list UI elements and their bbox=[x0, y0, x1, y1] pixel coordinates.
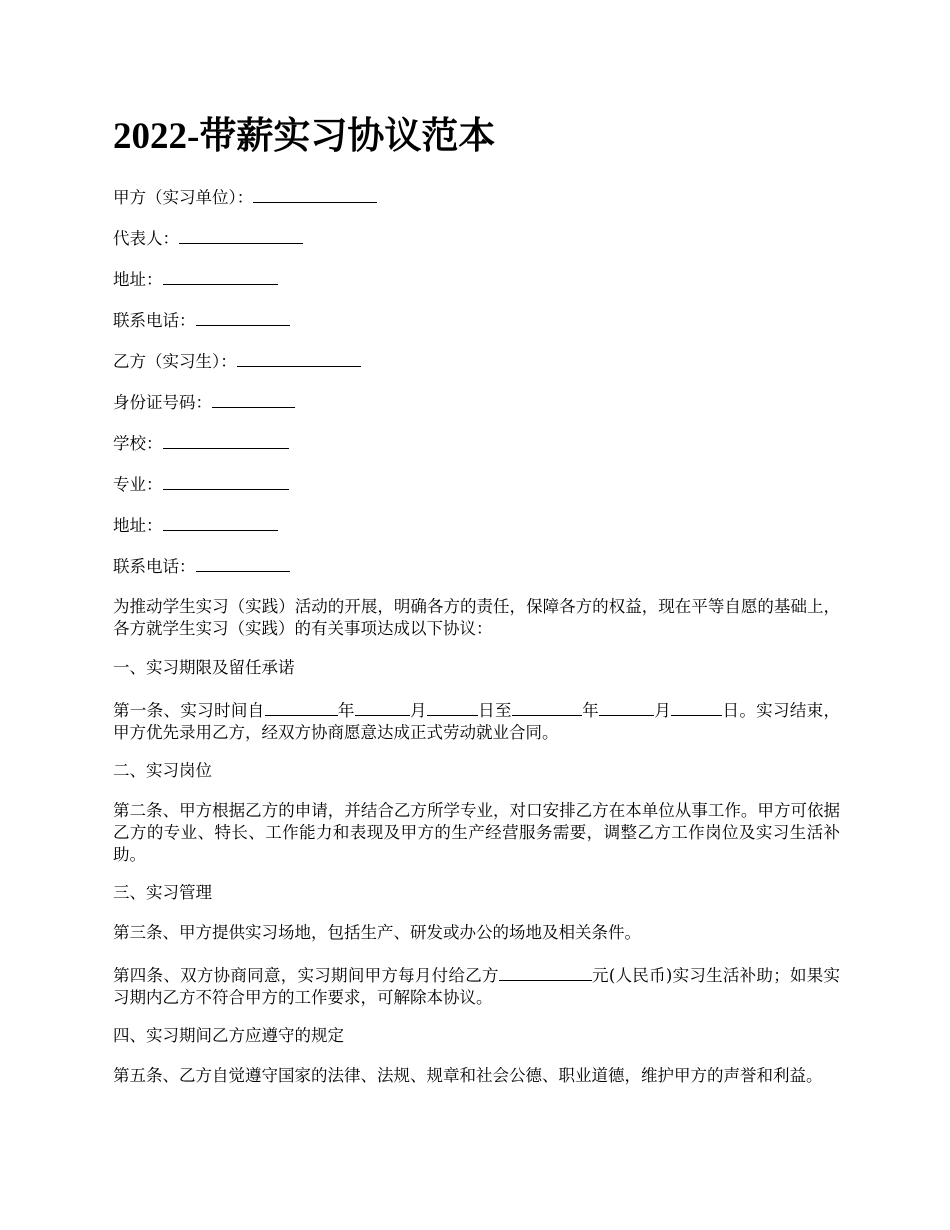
article2-paragraph: 第二条、甲方根据乙方的申请，并结合乙方所学专业，对口安排乙方在本单位从事工作。甲方可依据乙方的专业、特长、工作能力和表现及甲方的生产经营服务需要，调整乙方工作岗位及实习生活补助。 bbox=[113, 801, 840, 864]
article1-paragraph bbox=[113, 698, 840, 744]
id-number-line bbox=[113, 390, 295, 414]
school-label: 学校： bbox=[113, 434, 163, 453]
intro-paragraph: 为推动学生实习（实践）活动的开展，明确各方的责任，保障各方的权益，现在平等自愿的基础上，各方就学生实习（实践）的有关事项达成以下协议： bbox=[113, 597, 840, 638]
id-number-label: 身份证号码： bbox=[113, 393, 212, 412]
party-a-line bbox=[113, 185, 377, 209]
end-year-blank[interactable] bbox=[512, 698, 582, 716]
party-a-address-line bbox=[113, 267, 278, 291]
year-label: 年 bbox=[581, 701, 600, 720]
end-month-blank[interactable] bbox=[599, 698, 654, 716]
party-b-phone-blank[interactable] bbox=[196, 554, 290, 572]
school-line bbox=[113, 431, 289, 455]
month-label: 月 bbox=[409, 701, 427, 720]
allowance-amount-blank[interactable] bbox=[499, 963, 592, 981]
party-b-phone-line bbox=[113, 554, 290, 578]
major-blank[interactable] bbox=[163, 472, 289, 490]
party-b-address-blank[interactable] bbox=[163, 513, 278, 531]
year-label: 年 bbox=[337, 701, 355, 720]
end-day-blank[interactable] bbox=[671, 698, 722, 716]
article1-prefix: 第一条、实习时间自 bbox=[113, 701, 265, 720]
party-a-address-blank[interactable] bbox=[163, 267, 278, 285]
id-number-blank[interactable] bbox=[212, 390, 295, 408]
school-blank[interactable] bbox=[163, 431, 289, 449]
major-line bbox=[113, 472, 289, 496]
party-a-blank[interactable] bbox=[253, 185, 377, 203]
representative-label: 代表人： bbox=[113, 229, 179, 248]
article1-rest: 日。实习结束，甲方优先录用乙方，经双方协商愿意达成正式劳动就业合同。 bbox=[113, 701, 841, 742]
party-b-address-label: 地址： bbox=[113, 516, 163, 535]
party-a-phone-line bbox=[113, 308, 290, 332]
start-year-blank[interactable] bbox=[265, 698, 338, 716]
party-b-phone-label: 联系电话： bbox=[113, 557, 196, 576]
document-title: 2022-带薪实习协议范本 bbox=[113, 116, 496, 157]
representative-line bbox=[113, 226, 303, 250]
party-a-label: 甲方（实习单位）： bbox=[113, 188, 254, 207]
major-label: 专业： bbox=[113, 475, 163, 494]
article4-prefix: 第四条、双方协商同意，实习期间甲方每月付给乙方 bbox=[113, 966, 499, 985]
party-a-phone-label: 联系电话： bbox=[113, 311, 196, 330]
party-b-label: 乙方（实习生）： bbox=[113, 352, 237, 371]
day-to-label: 日至 bbox=[477, 701, 512, 720]
article4-rest: 元(人民币)实习生活补助；如果实习期内乙方不符合甲方的工作要求，可解除本协议。 bbox=[113, 966, 841, 1007]
section3-heading: 三、实习管理 bbox=[113, 883, 212, 902]
section2-heading: 二、实习岗位 bbox=[113, 761, 212, 780]
section4-heading: 四、实习期间乙方应遵守的规定 bbox=[113, 1026, 344, 1045]
article4-paragraph bbox=[113, 963, 840, 1009]
article3-paragraph: 第三条、甲方提供实习场地，包括生产、研发或办公的场地及相关条件。 bbox=[113, 923, 641, 942]
party-b-line bbox=[113, 349, 361, 373]
party-a-phone-blank[interactable] bbox=[196, 308, 290, 326]
start-day-blank[interactable] bbox=[427, 698, 478, 716]
month-label: 月 bbox=[654, 701, 672, 720]
article5-paragraph: 第五条、乙方自觉遵守国家的法律、法规、规章和社会公德、职业道德，维护甲方的声誉和利益。 bbox=[113, 1066, 823, 1085]
party-a-address-label: 地址： bbox=[113, 270, 163, 289]
party-b-blank[interactable] bbox=[237, 349, 361, 367]
start-month-blank[interactable] bbox=[355, 698, 410, 716]
section1-heading: 一、实习期限及留任承诺 bbox=[113, 658, 295, 677]
party-b-address-line bbox=[113, 513, 278, 537]
representative-blank[interactable] bbox=[179, 226, 303, 244]
